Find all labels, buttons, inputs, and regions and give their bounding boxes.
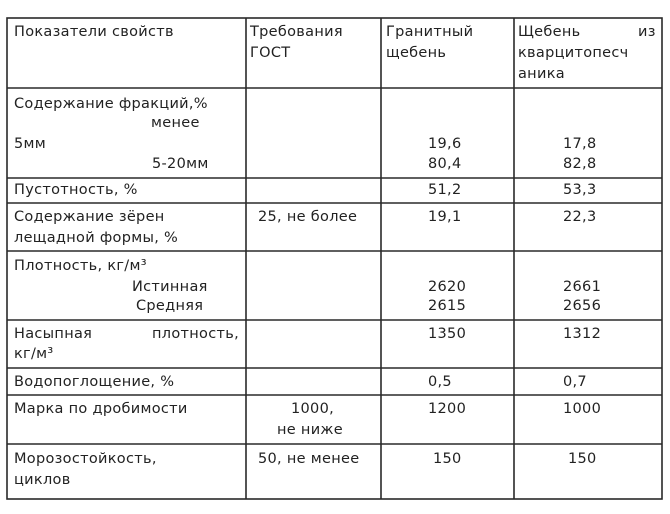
frost-gost: 50, не менее	[258, 451, 360, 467]
header-quartz-line1b: из	[638, 24, 656, 40]
bulk-granite: 1350	[428, 326, 467, 342]
fractions-quartz-b: 82,8	[563, 156, 597, 172]
flaky-gost: 25, не более	[258, 209, 358, 225]
header-properties: Показатели свойств	[14, 24, 174, 40]
voidness-quartz: 53,3	[563, 182, 597, 198]
fractions-label-less: менее	[151, 115, 200, 131]
bulk-quartz: 1312	[563, 326, 602, 342]
voidness-label: Пустотность, %	[14, 182, 138, 198]
frost-quartz: 150	[568, 451, 597, 467]
voidness-granite: 51,2	[428, 182, 462, 198]
density-quartz-b: 2656	[563, 298, 602, 314]
water-label: Водопоглощение, %	[14, 374, 175, 390]
crush-label: Марка по дробимости	[14, 401, 188, 417]
fractions-granite-b: 80,4	[428, 156, 462, 172]
fractions-label-5mm: 5мм	[14, 136, 47, 152]
fractions-quartz-a: 17,8	[563, 136, 597, 152]
water-granite: 0,5	[428, 374, 452, 390]
flaky-label-line1: Содержание зёрен	[14, 209, 165, 225]
flaky-label-line2: лещадной формы, %	[14, 230, 179, 246]
crush-granite: 1200	[428, 401, 467, 417]
frost-label-line2: циклов	[14, 472, 71, 488]
header-gost-line1: Требования	[250, 24, 343, 40]
density-label-true: Истинная	[132, 279, 208, 295]
density-granite-a: 2620	[428, 279, 467, 295]
flaky-granite: 19,1	[428, 209, 462, 225]
density-granite-b: 2615	[428, 298, 467, 314]
crush-gost-line2: не ниже	[277, 422, 343, 438]
frost-label-line1: Морозостойкость,	[14, 451, 157, 467]
crush-gost-line1: 1000,	[291, 401, 335, 417]
density-label: Плотность, кг/м³	[14, 258, 147, 274]
header-quartz-line1a: Щебень	[518, 24, 581, 40]
density-quartz-a: 2661	[563, 279, 602, 295]
fractions-label: Содержание фракций,%	[14, 96, 208, 112]
water-quartz: 0,7	[563, 374, 587, 390]
header-gost-line2: ГОСТ	[250, 45, 291, 61]
frost-granite: 150	[433, 451, 462, 467]
header-granite-line2: щебень	[386, 45, 447, 61]
crush-quartz: 1000	[563, 401, 602, 417]
bulk-label-word2: плотность,	[152, 326, 239, 342]
density-label-average: Средняя	[136, 298, 204, 314]
header-quartz-line3: аника	[518, 66, 565, 82]
flaky-quartz: 22,3	[563, 209, 597, 225]
fractions-label-5-20mm: 5-20мм	[152, 156, 209, 172]
fractions-granite-a: 19,6	[428, 136, 462, 152]
header-quartz-line2: кварцитопесч	[518, 45, 629, 61]
bulk-label-line2: кг/м³	[14, 346, 54, 362]
bulk-label-word1: Насыпная	[14, 326, 93, 342]
header-granite-line1: Гранитный	[386, 24, 474, 40]
